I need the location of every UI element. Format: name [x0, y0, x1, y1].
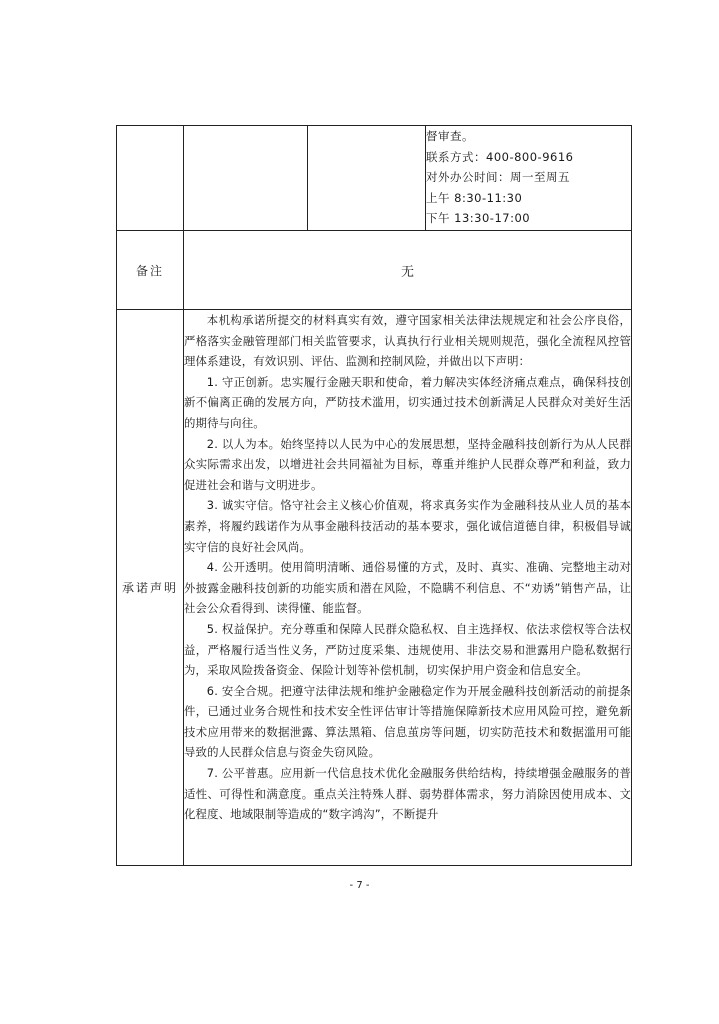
contact-line: 督审查。 — [426, 129, 474, 143]
pledge-item-1: 1. 守正创新。忠实履行金融天职和使命，着力解决实体经济痛点难点，确保科技创新不偏离正确的发展方向，严防技术滥用，切实通过技术创新满足人民群众对美好生活的期待与向往。 — [184, 374, 631, 430]
pledge-row — [117, 310, 632, 866]
pledge-item-7: 7. 公平普惠。应用新一代信息技术优化金融服务供给结构，持续增强金融服务的普适性、可得性和满意度。重点关注特殊人群、弱势群体需求，努力消除因使用成本、文化程度、地域限制等造成的“数字鸿沟”，不断提升 — [184, 766, 631, 822]
pledge-text — [184, 310, 632, 866]
pledge-intro: 本机构承诺所提交的材料真实有效，遵守国家相关法律法规规定和社会公序良俗，严格落实金融管理部门相关监管要求，认真执行行业相关规则规范，强化全流程风控管理体系建设，有效识别、评估、监测和控制风险，并做出以下声明： — [184, 313, 631, 369]
contact-phone: 联系方式：400-800-9616 — [426, 149, 574, 164]
pledge-item-5: 5. 权益保护。充分尊重和保障人民群众隐私权、自主选择权、依法求偿权等合法权益，严格履行适当性义务，严防过度采集、违规使用、非法交易和泄露用户隐私数据行为，采取风险拨备资金、保险计划等补偿机制，切实保护用户资金和信息安全。 — [184, 621, 631, 678]
remarks-label: 备注 — [117, 231, 184, 310]
pledge-item-6: 6. 安全合规。把遵守法律法规和维护金融稳定作为开展金融科技创新活动的前提条件，已通过业务合规性和技术安全性评估审计等措施保障新技术应用风险可控，避免新技术应用带来的数据泄露、算法黑箱、信息茧房等问题，切实防范技术和数据滥用可能导致的人民群众信息与资金失窃风险。 — [184, 683, 631, 760]
contact-info-cell — [426, 126, 632, 231]
contact-row — [117, 126, 632, 231]
pledge-item-4: 4. 公开透明。使用简明清晰、通俗易懂的方式，及时、真实、准确、完整地主动对外披露金融科技创新的功能实质和潜在风险，不隐瞒不利信息、不“劝诱”销售产品，让社会公众看得到、读得懂、能监督。 — [184, 560, 631, 616]
pledge-item-2: 2. 以人为本。始终坚持以人民为中心的发展思想，坚持金融科技创新行为从人民群众实际需求出发，以增进社会共同福祉为目标，尊重并维护人民群众尊严和利益，致力促进社会和谐与文明进步。 — [184, 436, 631, 492]
office-hours: 对外办公时间：周一至周五 — [426, 170, 570, 184]
office-hours-morning: 上午 8:30-11:30 — [426, 190, 523, 205]
pledge-item-3: 3. 诚实守信。恪守社会主义核心价值观，将求真务实作为金融科技从业人员的基本素养，将履约践诺作为从事金融科技活动的基本要求，强化诚信道德自律，积极倡导诚实守信的良好社会风尚。 — [184, 498, 631, 554]
page-number: - 7 - — [349, 880, 370, 891]
remarks-value: 无 — [184, 231, 632, 310]
empty-cell-2 — [184, 126, 308, 231]
remarks-row — [117, 231, 632, 310]
office-hours-afternoon: 下午 13:30-17:00 — [426, 211, 531, 225]
pledge-label: 承诺声明 — [117, 310, 184, 866]
empty-cell-1 — [117, 126, 184, 231]
empty-cell-3 — [308, 126, 426, 231]
pledge-table — [116, 125, 632, 866]
